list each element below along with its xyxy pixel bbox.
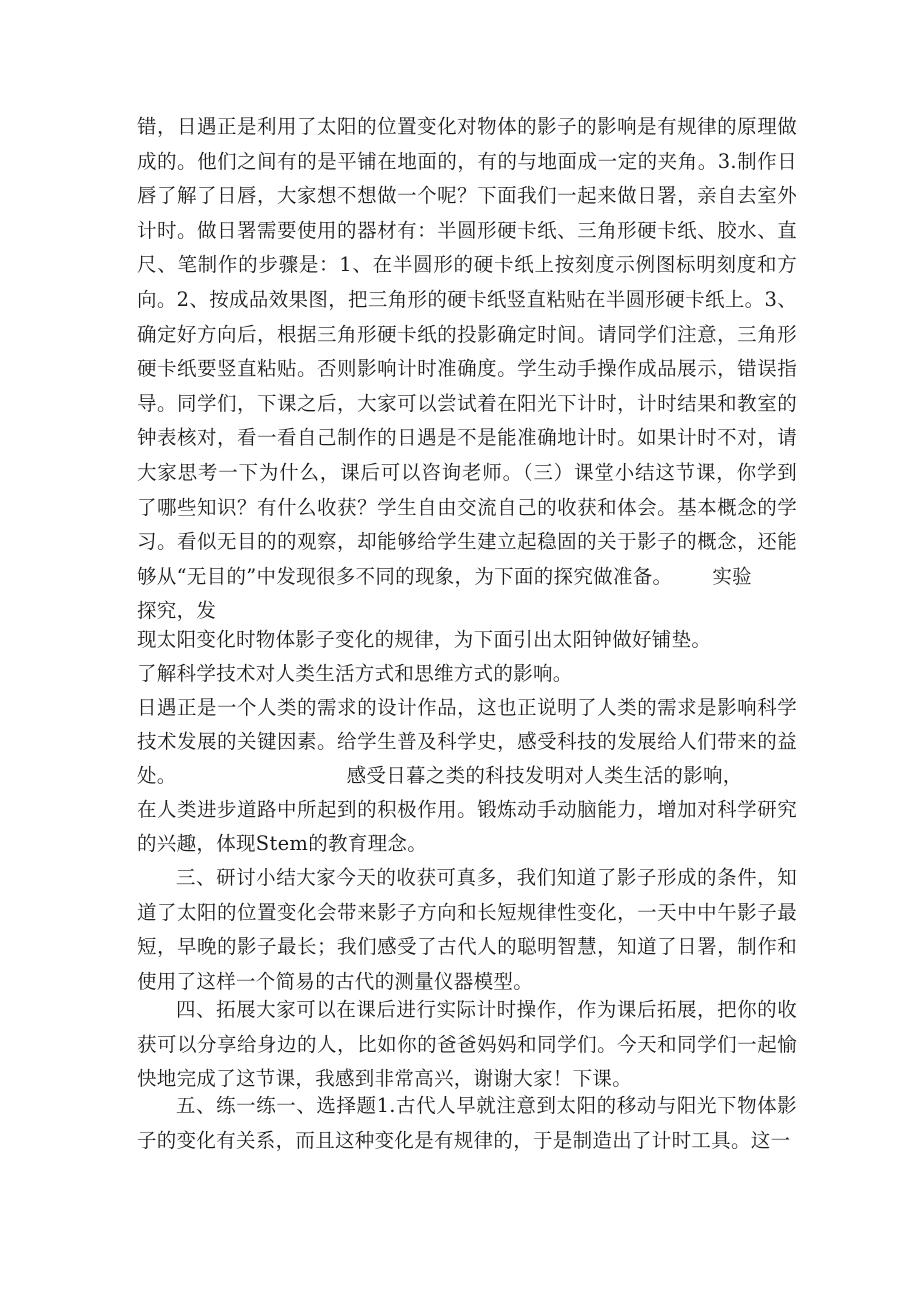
paragraph-1-tail-a: 实验: [712, 564, 752, 588]
body-paragraph-5: 五、练一练一、选择题1.古代人早就注意到太阳的移动与阳光下物体影子的变化有关系，而且这种变化是有规律的，于是制造出了计时工具。这一: [137, 1094, 797, 1152]
line-c: 日遇正是一个人类的需求的设计作品，这也正说明了人类的需求是影响科学技术发展的关键因素。给学生普及科学史，感受科技的发展给人们带来的益处。: [137, 696, 797, 787]
body-paragraph-1: [137, 110, 797, 629]
body-paragraph-3: 三、研讨小结大家今天的收获可真多，我们知道了影子形成的条件，知道了太阳的位置变化会带来影子方向和长短规律性变化，一天中中午影子最短，早晚的影子最长；我们感受了古代人的聪明智慧，知道了日署，制作和使用了这样一个简易的古代的测量仪器模型。: [137, 866, 797, 993]
line-a: 现太阳变化时物体影子变化的规律，为下面引出太阳钟做好铺垫。: [137, 628, 712, 651]
line-d: 在人类进步道路中所起到的积极作用。锻炼动手动脑能力，增加对科学研究的兴趣，体现Stem的教育理念。: [137, 798, 797, 855]
line-c-tail: 感受日暮之类的科技发明对人类生活的影响，: [346, 764, 743, 787]
paragraph-1-text: 错，日遇正是利用了太阳的位置变化对物体的影子的影响是有规律的原理做成的。他们之间有的是平铺在地面的，有的与地面成一定的夹角。3.制作日唇了解了日唇，大家想不想做一个呢？下面我们一起来做日署，亲自去室外计时。做日署需要使用的器材有：半圆形硬卡纸、三角形硬卡纸、胶水、直尺、笔制作的步骤是：1、在半圆形的硬卡纸上按刻度示例图标明刻度和方向。2、按成品效果图，把三角形的硬卡纸竖直粘贴在半圆形硬卡纸上。3、确定好方向后，根据三角形硬卡纸的投影确定时间。请同学们注意，三角形硬卡纸要竖直粘贴。否则影响计时准确度。学生动手操作成品展示，错误指导。同学们，下课之后，大家可以尝试着在阳光下计时，计时结果和教室的钟表核对，看一看自己制作的日遇是不是能准确地计时。如果计时不对，请大家思考一下为什么，课后可以咨询老师。（三）课堂小结这节课，你学到了哪些知识？有什么收获？学生自由交流自己的收获和体会。基本概念的学习。看似无目的的观察，却能够给学生建立起稳固的关于影子的概念，还能够从“无目的”中发现很多不同的现象，为下面的探究做准备。: [137, 115, 797, 588]
body-paragraph-2: [137, 623, 797, 861]
line-b: 了解科学技术对人类生活方式和思维方式的影响。: [137, 662, 573, 685]
body-paragraph-4: 四、拓展大家可以在课后进行实际计时操作，作为课后拓展，把你的收获可以分享给身边的人，比如你的爸爸妈妈和同学们。今天和同学们一起愉快地完成了这节课，我感到非常高兴，谢谢大家！下课。: [137, 998, 797, 1090]
paragraph-1-tail-b: 探究，发: [137, 599, 217, 623]
